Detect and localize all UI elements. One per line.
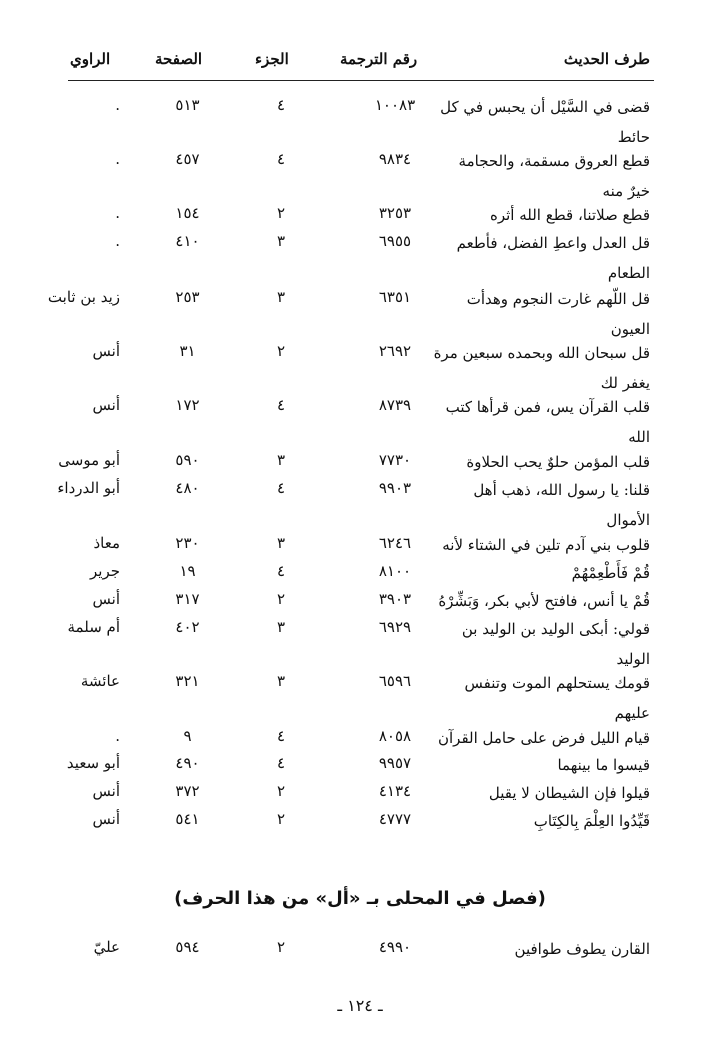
page-number: ٤٨٠: [175, 479, 200, 497]
juz-number: ٣: [276, 618, 286, 636]
rawi-name: أنس: [92, 342, 120, 360]
rawi-name: عائشة: [80, 672, 120, 690]
rawi-name: أنس: [92, 396, 120, 414]
tarjama-number: ٩٨٣٤: [378, 150, 412, 168]
page-number: ٥٩٤: [175, 938, 200, 956]
header-page: الصفحة: [155, 50, 203, 68]
table-row: [0, 806, 720, 832]
juz-number: ٤: [276, 479, 286, 497]
page-number: ٤١٠: [175, 232, 200, 250]
table-row: [0, 558, 720, 584]
hadith-text: قُمْ يا أنس، فافتح لأبي بكر، وَبَشِّرْهُ: [438, 592, 650, 610]
rawi-name: أم سلمة: [67, 618, 120, 636]
rawi-name: أبو الدرداء: [57, 479, 120, 497]
hadith-text: قومك يستحلهم الموت وتنفس عليهم: [464, 674, 650, 722]
table-row: [0, 778, 720, 804]
hadith-text: قيام الليل فرض على حامل القرآن: [437, 729, 650, 747]
header-tarjama: رقم الترجمة: [340, 50, 418, 68]
tarjama-number: ٩٩٠٣: [378, 479, 412, 497]
juz-number: ٢: [276, 810, 286, 828]
section-title: (فصل في المحلى بـ «أل» من هذا الحرف): [174, 888, 546, 909]
table-row: [0, 475, 720, 529]
table-row: [0, 447, 720, 473]
hadith-text: قل اللّهم غارت النجوم وهدأت العيون: [466, 290, 650, 338]
rawi-name: .: [115, 204, 120, 222]
rawi-name: جرير: [90, 562, 120, 580]
rawi-name: معاذ: [93, 534, 120, 552]
juz-number: ٤: [276, 727, 286, 745]
table-row: [0, 200, 720, 226]
page-number: ٥٤١: [175, 810, 200, 828]
page-number: ١٩: [179, 562, 196, 580]
hadith-text: قلنا: يا رسول الله، ذهب أهل الأموال: [473, 481, 650, 529]
juz-number: ٢: [276, 590, 286, 608]
hadith-text: قطع صلاتنا، قطع الله أثره: [489, 206, 650, 224]
juz-number: ٤: [276, 396, 286, 414]
table-row: [0, 92, 720, 146]
juz-number: ٤: [276, 150, 286, 168]
table-row: [0, 530, 720, 556]
page-number: ٤٠٢: [175, 618, 200, 636]
hadith-text: قَيِّدُوا العِلْمَ بِالكِتَابِ: [533, 812, 650, 830]
table-row: [0, 146, 720, 200]
page-number-footer: ـ ١٢٤ ـ: [337, 996, 383, 1015]
table-row: [0, 228, 720, 282]
rawi-name: أنس: [92, 782, 120, 800]
juz-number: ٤: [276, 754, 286, 772]
juz-number: ٣: [276, 288, 286, 306]
header-rule: [68, 80, 654, 81]
hadith-text: قولي: أبكى الوليد بن الوليد بن الوليد: [461, 620, 650, 668]
tarjama-number: ٣٩٠٣: [378, 590, 412, 608]
juz-number: ٤: [276, 96, 286, 114]
tarjama-number: ٨١٠٠: [378, 562, 412, 580]
juz-number: ٣: [276, 451, 286, 469]
rawi-name: .: [115, 150, 120, 168]
table-row: [0, 586, 720, 612]
juz-number: ٢: [276, 938, 286, 956]
tarjama-number: ٨٠٥٨: [378, 727, 412, 745]
page-number: ٣٢١: [175, 672, 200, 690]
page-number: ٤٥٧: [175, 150, 200, 168]
tarjama-number: ٣٢٥٣: [378, 204, 412, 222]
tarjama-number: ٤٩٩٠: [378, 938, 412, 956]
page-number: ٢٣٠: [175, 534, 200, 552]
hadith-text: قلب القرآن يس، فمن قرأها كتب الله: [445, 398, 650, 446]
table-row: [0, 614, 720, 668]
rawi-name: .: [115, 727, 120, 745]
rawi-name: أنس: [92, 590, 120, 608]
page-number: ٤٩٠: [175, 754, 200, 772]
rawi-name: أبو موسى: [58, 451, 120, 469]
tarjama-number: ٧٧٣٠: [378, 451, 412, 469]
rawi-name: زيد بن ثابت: [47, 288, 120, 306]
hadith-text: قيسوا ما بينهما: [557, 756, 650, 774]
hadith-text: قطع العروق مسقمة، والحجامة خيرٌ منه: [458, 152, 650, 200]
page-number: ١٥٤: [175, 204, 200, 222]
tarjama-number: ١٠٠٨٣: [374, 96, 416, 114]
juz-number: ٣: [276, 672, 286, 690]
tarjama-number: ٨٧٣٩: [378, 396, 412, 414]
hadith-text: قل سبحان الله وبحمده سبعين مرة يغفر لك: [433, 344, 650, 392]
rawi-name: .: [115, 96, 120, 114]
rawi-name: عليّ: [93, 938, 120, 956]
header-hadith: طرف الحديث: [563, 50, 650, 68]
page-number: ٣١: [179, 342, 196, 360]
table-row: [0, 338, 720, 392]
juz-number: ٢: [276, 342, 286, 360]
hadith-text: قُمْ فَأَطْعِمْهُمْ: [571, 564, 650, 582]
table-row: [0, 668, 720, 722]
hadith-text: قضى في السَّيْل أن يحبس في كل حائط: [440, 98, 650, 146]
table-row: [0, 392, 720, 446]
hadith-text: القارن يطوف طوافين: [514, 940, 650, 958]
rawi-name: أنس: [92, 810, 120, 828]
hadith-text: قلوب بني آدم تلين في الشتاء لأنه: [442, 536, 650, 554]
header-juz: الجزء: [255, 50, 289, 68]
page-number: ١٧٢: [175, 396, 200, 414]
tarjama-number: ٤١٣٤: [378, 782, 412, 800]
page-number: ٥١٣: [175, 96, 200, 114]
rawi-name: .: [115, 232, 120, 250]
page-number: ٥٩٠: [175, 451, 200, 469]
tarjama-number: ٦٩٢٩: [378, 618, 412, 636]
tarjama-number: ٦٩٥٥: [378, 232, 412, 250]
page-number: ٣٧٢: [175, 782, 200, 800]
hadith-text: قيلوا فإن الشيطان لا يقيل: [488, 784, 650, 802]
juz-number: ٢: [276, 204, 286, 222]
section-row: [0, 934, 720, 960]
hadith-text: قل العدل واعطِ الفضل، فأطعم الطعام: [456, 234, 650, 282]
rawi-name: أبو سعيد: [66, 754, 120, 772]
header-rawi: الراوي: [70, 50, 111, 68]
tarjama-number: ٢٦٩٢: [378, 342, 412, 360]
tarjama-number: ٦٢٤٦: [378, 534, 412, 552]
tarjama-number: ٦٣٥١: [378, 288, 412, 306]
tarjama-number: ٤٧٧٧: [378, 810, 412, 828]
table-row: [0, 723, 720, 749]
juz-number: ٣: [276, 232, 286, 250]
table-row: [0, 284, 720, 338]
page-number: ٣١٧: [175, 590, 200, 608]
table-row: [0, 750, 720, 776]
juz-number: ٤: [276, 562, 286, 580]
hadith-text: قلب المؤمن حلوٌ يحب الحلاوة: [466, 453, 650, 471]
juz-number: ٣: [276, 534, 286, 552]
page-number: ٩: [183, 727, 192, 745]
tarjama-number: ٦٥٩٦: [378, 672, 412, 690]
tarjama-number: ٩٩٥٧: [378, 754, 412, 772]
page-number: ٢٥٣: [175, 288, 200, 306]
juz-number: ٢: [276, 782, 286, 800]
